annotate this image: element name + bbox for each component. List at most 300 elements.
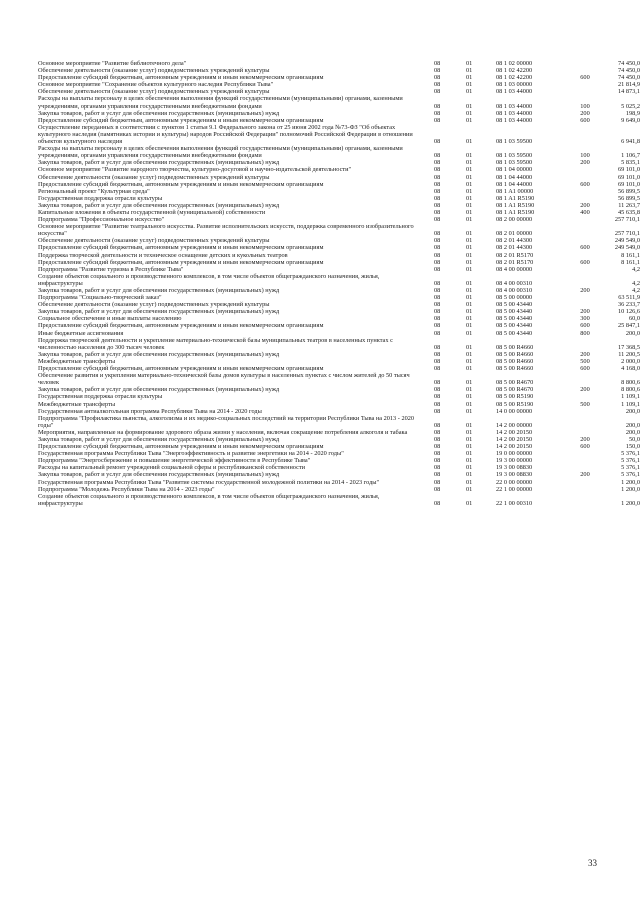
table-row — [38, 244, 640, 251]
table-row — [38, 401, 640, 408]
table-row — [38, 287, 640, 294]
section-code-cell: 08 — [434, 365, 441, 373]
table-row — [38, 337, 640, 351]
amount-cell: 5 376,1 — [621, 471, 640, 479]
expense-name-cell: Государственная антиалкогольная программа Республики Тыва на 2014 - 2020 годы — [38, 407, 262, 415]
expense-name-cell: Закупка товаров, работ и услуг для обеспечения государственных (муниципальных) нужд — [38, 201, 280, 209]
expense-name-cell: Основное мероприятие "Развитие библиотечного дела" — [38, 60, 187, 67]
expense-type-cell — [574, 457, 596, 464]
expense-name-cell: Подпрограмма "Профессиональное искусство" — [38, 216, 165, 224]
table-row — [38, 74, 640, 81]
amount-cell: 5 376,1 — [621, 457, 640, 465]
expense-type-cell — [574, 408, 596, 415]
section-code-cell: 08 — [434, 187, 441, 195]
target-article-cell: 08 2 01 44300 — [496, 237, 533, 245]
subsection-code-cell: 01 — [466, 457, 473, 465]
section-code-cell: 08 — [434, 173, 441, 181]
amount-cell: 5 376,1 — [621, 450, 640, 458]
expense-type-cell — [574, 67, 596, 74]
table-row — [38, 322, 640, 329]
amount-cell: 1 200,0 — [621, 478, 640, 486]
section-code-cell: 08 — [434, 251, 441, 259]
amount-cell: 8 800,6 — [621, 379, 640, 387]
amount-cell: 36 233,7 — [617, 301, 640, 309]
expense-type-cell: 100 — [580, 152, 590, 160]
expense-type-cell — [574, 464, 596, 471]
subsection-code-cell: 01 — [466, 265, 473, 273]
subsection-code-cell: 01 — [466, 393, 473, 401]
table-row — [38, 166, 640, 173]
subsection-code-cell: 01 — [466, 443, 473, 451]
table-row — [38, 181, 640, 188]
expense-name-cell: Осуществление переданных в соответствии с пунктом 1 статьи 9.1 Федерального закона от 25 июня 2002 года №73-ФЗ "Об объектах культурного наследия (памятниках истории и культуры) народов Российской Федерации" полномочий Российской Федерации в отношении объектов культурного наследия — [38, 123, 413, 146]
expense-name-cell: Подпрограмма "Развитие туризма в Республике Тыва" — [38, 265, 184, 273]
amount-cell: 198,9 — [625, 109, 640, 117]
subsection-code-cell: 01 — [466, 244, 473, 252]
section-code-cell: 08 — [434, 343, 441, 351]
section-code-cell: 08 — [434, 478, 441, 486]
subsection-code-cell: 01 — [466, 499, 473, 507]
subsection-code-cell: 01 — [466, 230, 473, 238]
table-row — [38, 60, 640, 67]
table-row — [38, 117, 640, 124]
subsection-code-cell: 01 — [466, 258, 473, 266]
target-article-cell: 08 1 A1 R5190 — [496, 201, 535, 209]
section-code-cell: 08 — [434, 279, 441, 287]
amount-cell: 8 800,6 — [621, 386, 640, 394]
target-article-cell: 14 2 00 20150 — [496, 428, 533, 436]
section-code-cell: 08 — [434, 301, 441, 309]
subsection-code-cell: 01 — [466, 279, 473, 287]
expense-type-cell — [574, 81, 596, 88]
subsection-code-cell: 01 — [466, 343, 473, 351]
amount-cell: 14 873,1 — [617, 88, 640, 96]
expense-name-cell: Предоставление субсидий бюджетным, автономным учреждениям и иным некоммерческим организациям — [38, 443, 324, 451]
subsection-code-cell: 01 — [466, 435, 473, 443]
expense-name-cell: Государственная программа Республики Тыва "Энергоэффективность и развитие энергетики на 2014 - 2020 годы" — [38, 450, 344, 458]
subsection-code-cell: 01 — [466, 464, 473, 472]
expense-name-cell: Основное мероприятие "Развитие народного творчества, культурно-досуговой и научно-издательской деятельности" — [38, 166, 352, 174]
amount-cell: 200,0 — [625, 407, 640, 415]
subsection-code-cell: 01 — [466, 216, 473, 224]
target-article-cell: 08 4 00 00310 — [496, 279, 533, 287]
expense-name-cell: Обеспечение деятельности (оказание услуг) подведомственных учреждений культуры — [38, 88, 270, 96]
table-row — [38, 436, 640, 443]
table-row — [38, 457, 640, 464]
target-article-cell: 08 1 02 42200 — [496, 74, 533, 82]
expense-type-cell: 600 — [580, 180, 590, 188]
expense-type-cell: 300 — [580, 315, 590, 323]
section-code-cell: 08 — [434, 457, 441, 465]
expense-type-cell: 200 — [580, 386, 590, 394]
section-code-cell: 08 — [434, 407, 441, 415]
target-article-cell: 19 3 00 08830 — [496, 471, 533, 479]
expense-name-cell: Закупка товаров, работ и услуг для обеспечения государственных (муниципальных) нужд — [38, 308, 280, 316]
target-article-cell: 08 1 A1 R5190 — [496, 208, 535, 216]
amount-cell: 150,0 — [625, 443, 640, 451]
expense-type-cell: 600 — [580, 322, 590, 330]
target-article-cell: 08 1 A1 R5190 — [496, 194, 535, 202]
section-code-cell: 08 — [434, 152, 441, 160]
amount-cell: 74 450,0 — [617, 67, 640, 75]
expense-type-cell — [574, 479, 596, 486]
section-code-cell: 08 — [434, 485, 441, 493]
expense-name-cell: Закупка товаров, работ и услуг для обеспечения государственных (муниципальных) нужд — [38, 471, 280, 479]
subsection-code-cell: 01 — [466, 365, 473, 373]
expense-type-cell: 200 — [580, 350, 590, 358]
expense-name-cell: Основное мероприятие "Развитие театрального искусства. Развитие исполнительских искусств, поддержка современного изобразительного искусства" — [38, 223, 414, 238]
expense-name-cell: Подпрограмма "Энергосбережение и повышение энергетической эффективности в Республике Тыва" — [38, 457, 311, 465]
expense-type-cell — [574, 166, 596, 173]
expense-type-cell — [574, 195, 596, 202]
subsection-code-cell: 01 — [466, 201, 473, 209]
table-row — [38, 464, 640, 471]
amount-cell: 249 549,0 — [614, 244, 640, 252]
target-article-cell: 08 4 00 00310 — [496, 287, 533, 294]
amount-cell: 6 941,8 — [621, 138, 640, 146]
subsection-code-cell: 01 — [466, 450, 473, 458]
expense-name-cell: Создание объектов социального и производственного комплексов, в том числе объектов общегражданского назначения, жилья, инфраструктуры — [38, 492, 380, 507]
expense-type-cell: 200 — [580, 109, 590, 117]
target-article-cell: 08 5 00 R4670 — [496, 379, 534, 387]
expense-type-cell — [574, 124, 596, 145]
section-code-cell: 08 — [434, 471, 441, 479]
target-article-cell: 08 1 03 44000 — [496, 102, 533, 110]
target-article-cell: 08 5 00 00000 — [496, 294, 533, 302]
expense-name-cell: Закупка товаров, работ и услуг для обеспечения государственных (муниципальных) нужд — [38, 350, 280, 358]
target-article-cell: 08 2 01 R5170 — [496, 251, 534, 259]
table-row — [38, 471, 640, 478]
expense-name-cell: Государственная поддержка отрасли культуры — [38, 393, 163, 401]
section-code-cell: 08 — [434, 357, 441, 365]
amount-cell: 200,0 — [625, 421, 640, 429]
expense-type-cell: 600 — [580, 443, 590, 451]
subsection-code-cell: 01 — [466, 152, 473, 160]
expense-name-cell: Расходы на выплаты персоналу в целях обеспечения выполнения функций государственными (муниципальными) органами, казенными учреждениями, органами управления государственными внебюджетными фондами — [38, 95, 403, 110]
subsection-code-cell: 01 — [466, 350, 473, 358]
expense-type-cell — [574, 273, 596, 287]
expense-type-cell — [574, 237, 596, 244]
subsection-code-cell: 01 — [466, 194, 473, 202]
subsection-code-cell: 01 — [466, 166, 473, 174]
subsection-code-cell: 01 — [466, 428, 473, 436]
amount-cell: 1 200,0 — [621, 499, 640, 507]
subsection-code-cell: 01 — [466, 159, 473, 167]
expense-type-cell: 200 — [580, 159, 590, 167]
target-article-cell: 08 1 A1 00000 — [496, 187, 534, 195]
subsection-code-cell: 01 — [466, 208, 473, 216]
amount-cell: 1 200,0 — [621, 485, 640, 493]
amount-cell: 200,0 — [625, 329, 640, 337]
section-code-cell: 08 — [434, 443, 441, 451]
table-row — [38, 493, 640, 507]
amount-cell: 56 899,5 — [617, 194, 640, 202]
subsection-code-cell: 01 — [466, 173, 473, 181]
section-code-cell: 08 — [434, 194, 441, 202]
expense-name-cell: Подпрограмма "Профилактика пьянства, алкоголизма и их медико-социальных последствий на территории Республики Тыва на 2013 - 2020 годы" — [38, 414, 415, 429]
table-row — [38, 252, 640, 259]
section-code-cell: 08 — [434, 244, 441, 252]
amount-cell: 69 101,0 — [617, 166, 640, 174]
target-article-cell: 08 1 04 44000 — [496, 173, 533, 181]
amount-cell: 74 450,0 — [617, 74, 640, 82]
table-row — [38, 429, 640, 436]
target-article-cell: 08 1 03 44000 — [496, 88, 533, 96]
target-article-cell: 19 3 00 08830 — [496, 464, 533, 472]
section-code-cell: 08 — [434, 180, 441, 188]
subsection-code-cell: 01 — [466, 187, 473, 195]
amount-cell: 21 814,9 — [617, 81, 640, 89]
subsection-code-cell: 01 — [466, 138, 473, 146]
target-article-cell: 08 1 03 00000 — [496, 81, 533, 89]
expense-type-cell: 600 — [580, 116, 590, 124]
page-number: 33 — [588, 858, 597, 868]
subsection-code-cell: 01 — [466, 357, 473, 365]
section-code-cell: 08 — [434, 308, 441, 316]
section-code-cell: 08 — [434, 230, 441, 238]
expense-type-cell — [574, 493, 596, 507]
target-article-cell: 08 5 00 43440 — [496, 308, 533, 316]
amount-cell: 2 000,0 — [621, 357, 640, 365]
table-row — [38, 486, 640, 493]
expense-name-cell: Закупка товаров, работ и услуг для обеспечения государственных (муниципальных) нужд — [38, 159, 280, 167]
subsection-code-cell: 01 — [466, 308, 473, 316]
section-code-cell: 08 — [434, 216, 441, 224]
target-article-cell: 08 5 00 R5190 — [496, 393, 534, 401]
expense-type-cell: 200 — [580, 471, 590, 479]
table-row — [38, 159, 640, 166]
amount-cell: 257 710,1 — [614, 216, 640, 224]
amount-cell: 1 109,1 — [621, 393, 640, 401]
subsection-code-cell: 01 — [466, 294, 473, 302]
target-article-cell: 08 5 00 R4670 — [496, 386, 534, 394]
target-article-cell: 08 2 00 00000 — [496, 216, 533, 224]
expense-name-cell: Создание объектов социального и производственного комплексов, в том числе объектов общегражданского назначения, жилья, инфраструктуры — [38, 272, 380, 287]
section-code-cell: 08 — [434, 102, 441, 110]
expense-type-cell: 200 — [580, 308, 590, 316]
table-row — [38, 209, 640, 216]
table-row — [38, 294, 640, 301]
expense-name-cell: Подпрограмма "Социально-творческий заказ" — [38, 294, 162, 302]
expense-type-cell — [574, 301, 596, 308]
expense-name-cell: Капитальные вложения в объекты государственной (муниципальной) собственности — [38, 208, 266, 216]
subsection-code-cell: 01 — [466, 81, 473, 89]
expense-type-cell: 400 — [580, 208, 590, 216]
amount-cell: 1 106,7 — [621, 152, 640, 160]
amount-cell: 11 263,7 — [618, 201, 640, 209]
expense-type-cell: 600 — [580, 74, 590, 82]
expense-type-cell: 100 — [580, 102, 590, 110]
amount-cell: 249 549,0 — [614, 237, 640, 245]
section-code-cell: 08 — [434, 428, 441, 436]
target-article-cell: 08 1 04 00000 — [496, 166, 533, 174]
expense-type-cell: 800 — [580, 329, 590, 337]
target-article-cell: 08 5 00 43440 — [496, 322, 533, 330]
table-row — [38, 145, 640, 159]
expense-name-cell: Иные бюджетные ассигнования — [38, 329, 124, 337]
expense-name-cell: Основное мероприятие "Сохранение объектов культурного наследия Республики Тыва" — [38, 81, 274, 89]
amount-cell: 56 899,5 — [617, 187, 640, 195]
expense-type-cell: 600 — [580, 365, 590, 373]
table-row — [38, 216, 640, 223]
amount-cell: 257 710,1 — [614, 230, 640, 238]
expense-type-cell: 600 — [580, 244, 590, 252]
expense-name-cell: Обеспечение деятельности (оказание услуг) подведомственных учреждений культуры — [38, 173, 270, 181]
section-code-cell: 08 — [434, 379, 441, 387]
target-article-cell: 08 1 03 59500 — [496, 138, 533, 146]
amount-cell: 25 847,1 — [617, 322, 640, 330]
subsection-code-cell: 01 — [466, 407, 473, 415]
target-article-cell: 08 5 00 43440 — [496, 315, 533, 323]
expense-name-cell: Расходы на капитальный ремонт учреждений социальной сферы и республиканской собственности — [38, 464, 306, 472]
expense-type-cell — [574, 372, 596, 386]
subsection-code-cell: 01 — [466, 400, 473, 408]
table-row — [38, 450, 640, 457]
subsection-code-cell: 01 — [466, 109, 473, 117]
expense-name-cell: Предоставление субсидий бюджетным, автономным учреждениям и иным некоммерческим организациям — [38, 74, 324, 82]
target-article-cell: 08 5 00 R5190 — [496, 400, 534, 408]
table-row — [38, 308, 640, 315]
amount-cell: 50,0 — [628, 435, 640, 443]
amount-cell: 74 450,0 — [617, 60, 640, 67]
expense-type-cell — [574, 393, 596, 400]
target-article-cell: 08 5 00 43440 — [496, 329, 533, 337]
section-code-cell: 08 — [434, 350, 441, 358]
section-code-cell: 08 — [434, 159, 441, 167]
table-row — [38, 315, 640, 322]
table-row — [38, 386, 640, 393]
subsection-code-cell: 01 — [466, 74, 473, 82]
expense-type-cell: 500 — [580, 400, 590, 408]
target-article-cell: 08 1 03 44000 — [496, 109, 533, 117]
budget-table-body — [38, 60, 640, 507]
expense-type-cell — [574, 486, 596, 493]
table-row — [38, 223, 640, 237]
section-code-cell: 08 — [434, 67, 441, 75]
table-row — [38, 67, 640, 74]
table-row — [38, 195, 640, 202]
section-code-cell: 08 — [434, 138, 441, 146]
expense-name-cell: Предоставление субсидий бюджетным, автономным учреждениям и иным некоммерческим организациям — [38, 180, 324, 188]
expense-type-cell — [574, 223, 596, 237]
table-row — [38, 365, 640, 372]
table-row — [38, 372, 640, 386]
target-article-cell: 08 5 00 R4660 — [496, 350, 534, 358]
subsection-code-cell: 01 — [466, 421, 473, 429]
amount-cell: 1 109,1 — [621, 400, 640, 408]
amount-cell: 4,2 — [632, 265, 640, 273]
expense-type-cell: 200 — [580, 287, 590, 294]
section-code-cell: 08 — [434, 435, 441, 443]
table-row — [38, 273, 640, 287]
target-article-cell: 08 1 02 00000 — [496, 60, 533, 67]
table-row — [38, 266, 640, 273]
section-code-cell: 08 — [434, 464, 441, 472]
subsection-code-cell: 01 — [466, 315, 473, 323]
target-article-cell: 14 2 00 20150 — [496, 443, 533, 451]
target-article-cell: 14 2 00 00000 — [496, 421, 533, 429]
table-row — [38, 415, 640, 429]
expense-name-cell: Обеспечение деятельности (оказание услуг) подведомственных учреждений культуры — [38, 67, 270, 75]
expense-name-cell: Межбюджетные трансферты — [38, 357, 116, 365]
target-article-cell: 19 0 00 00000 — [496, 450, 533, 458]
section-code-cell: 08 — [434, 208, 441, 216]
section-code-cell: 08 — [434, 74, 441, 82]
table-row — [38, 358, 640, 365]
table-row — [38, 124, 640, 145]
expense-name-cell: Обеспечение деятельности (оказание услуг) подведомственных учреждений культуры — [38, 301, 270, 309]
section-code-cell: 08 — [434, 258, 441, 266]
expense-type-cell — [574, 337, 596, 351]
amount-cell: 5 376,1 — [621, 464, 640, 472]
target-article-cell: 08 5 00 R4660 — [496, 343, 534, 351]
expense-type-cell: 200 — [580, 201, 590, 209]
subsection-code-cell: 01 — [466, 102, 473, 110]
expense-name-cell: Мероприятия, направленные на формирование здорового образа жизни у населения, включая сокращение потребления алкоголя и табака — [38, 428, 408, 436]
expense-type-cell — [574, 188, 596, 195]
expense-name-cell: Региональный проект "Культурная среда" — [38, 187, 150, 195]
expense-name-cell: Закупка товаров, работ и услуг для обеспечения государственных (муниципальных) нужд — [38, 287, 280, 294]
section-code-cell: 08 — [434, 265, 441, 273]
subsection-code-cell: 01 — [466, 485, 473, 493]
section-code-cell: 08 — [434, 499, 441, 507]
expense-name-cell: Закупка товаров, работ и услуг для обеспечения государственных (муниципальных) нужд — [38, 386, 280, 394]
subsection-code-cell: 01 — [466, 180, 473, 188]
expense-name-cell: Государственная программа Республики Тыва "Развитие системы государственной молодежной политики на 2014 - 2023 годы" — [38, 478, 380, 486]
target-article-cell: 08 1 03 59500 — [496, 159, 533, 167]
expense-name-cell: Поддержка творческой деятельности и техническое оснащение детских и кукольных театров — [38, 251, 288, 259]
budget-table-sheet — [38, 60, 640, 507]
section-code-cell: 08 — [434, 450, 441, 458]
subsection-code-cell: 01 — [466, 478, 473, 486]
target-article-cell: 08 5 00 R4660 — [496, 357, 534, 365]
amount-cell: 17 368,5 — [617, 343, 640, 351]
section-code-cell: 08 — [434, 315, 441, 323]
subsection-code-cell: 01 — [466, 301, 473, 309]
section-code-cell: 08 — [434, 400, 441, 408]
expense-name-cell: Предоставление субсидий бюджетным, автономным учреждениям и иным некоммерческим организациям — [38, 365, 324, 373]
table-row — [38, 259, 640, 266]
target-article-cell: 14 0 00 00000 — [496, 407, 533, 415]
amount-cell: 4,2 — [632, 279, 640, 287]
table-row — [38, 301, 640, 308]
target-article-cell: 08 2 01 44300 — [496, 244, 533, 252]
section-code-cell: 08 — [434, 294, 441, 302]
section-code-cell: 08 — [434, 116, 441, 124]
target-article-cell: 14 2 00 20150 — [496, 435, 533, 443]
table-row — [38, 479, 640, 486]
amount-cell: 11 200,5 — [618, 350, 640, 358]
expense-type-cell — [574, 88, 596, 95]
section-code-cell: 08 — [434, 81, 441, 89]
table-row — [38, 393, 640, 400]
section-code-cell: 08 — [434, 88, 441, 96]
table-row — [38, 351, 640, 358]
amount-cell: 200,0 — [625, 428, 640, 436]
expense-name-cell: Подпрограмма "Молодежь Республики Тыва на 2014 - 2023 годы" — [38, 485, 215, 493]
expense-name-cell: Социальное обеспечение и иные выплаты населению — [38, 315, 182, 323]
target-article-cell: 08 5 00 43440 — [496, 301, 533, 309]
expense-type-cell — [574, 294, 596, 301]
target-article-cell: 08 1 03 59500 — [496, 152, 533, 160]
expense-type-cell — [574, 60, 596, 67]
target-article-cell: 22 1 00 00000 — [496, 485, 533, 493]
section-code-cell: 08 — [434, 329, 441, 337]
amount-cell: 69 101,0 — [617, 180, 640, 188]
expense-name-cell: Предоставление субсидий бюджетным, автономным учреждениям и иным некоммерческим организациям — [38, 322, 324, 330]
target-article-cell: 08 4 00 00000 — [496, 265, 533, 273]
table-row — [38, 443, 640, 450]
